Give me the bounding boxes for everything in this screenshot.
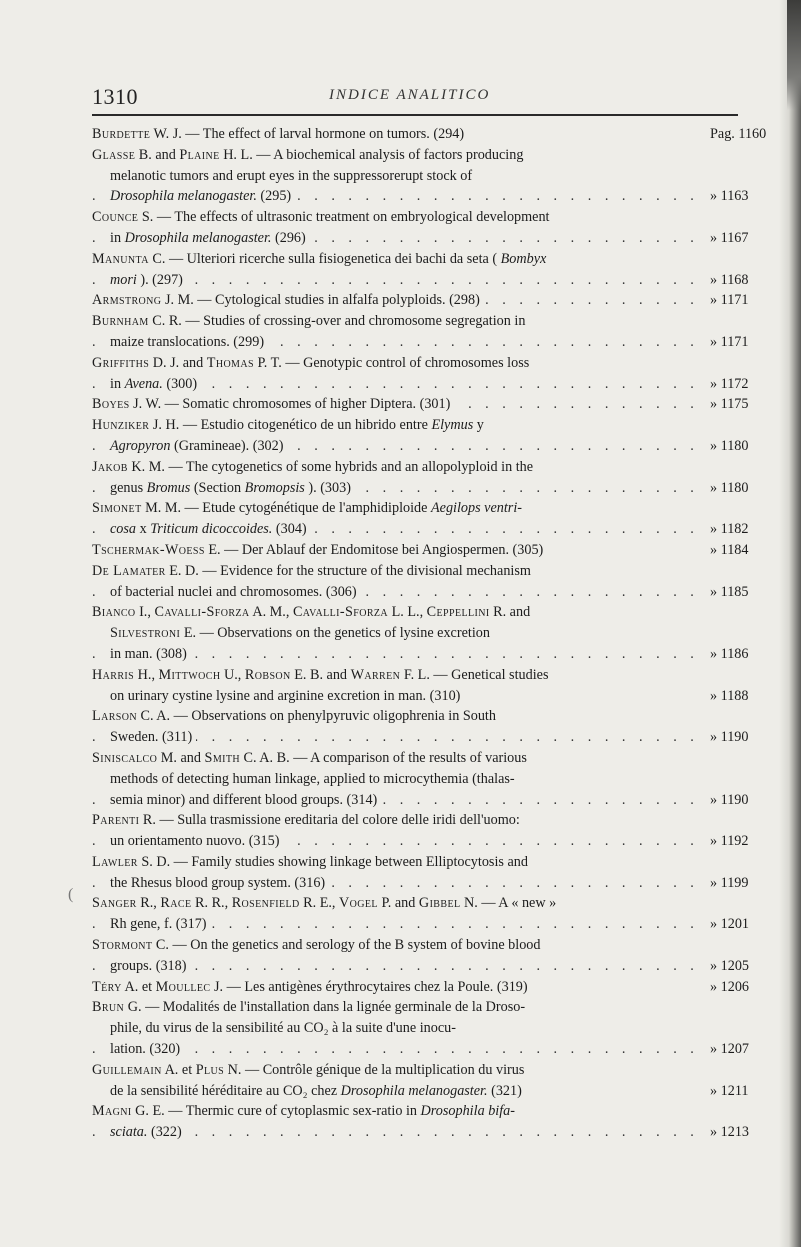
entry-text: genus [110,479,147,496]
entry-line [92,582,696,603]
entry-text: (322) [150,1124,182,1141]
page-reference: » 1205 [710,957,750,974]
entry-line [92,478,696,499]
entry-text: R. — Sulla trasmissione ereditaria del colore delle iridi dell'uomo: [142,812,520,829]
entry-text: (300) [166,375,198,392]
entry-text: C. A. B. — A comparison of the results of various [243,749,527,766]
author-name: Tschermak-Woess [92,541,205,558]
index-entry [92,1060,792,1102]
entry-line [92,228,696,249]
italic-term: sciata. [110,1124,148,1141]
entry-text: de la sensibilité héréditaire au CO₂ chez [110,1082,341,1099]
entry-line [92,873,696,894]
entry-text: U., [224,666,245,683]
author-name: Armstrong [92,292,162,309]
page-number: 1310 [92,84,138,109]
entry-text: un orientamento nuovo. (315) [110,833,280,850]
italic-term: Bromus [146,479,191,496]
running-title: INDICE ANALITICO [329,87,491,103]
italic-term: Agropyron [110,437,171,454]
entry-line [92,1122,696,1143]
entry-line [92,602,696,623]
author-name: Jakob [92,458,128,475]
author-name: Race [160,895,192,912]
entry-line [92,893,696,914]
entry-text: y [476,417,484,434]
entry-line [92,623,696,644]
index-entry [92,457,792,499]
page-reference: » 1211 [710,1082,749,1099]
entry-line [92,353,696,374]
author-name: Rosenfield [231,895,300,912]
author-name: Brun [92,999,125,1016]
entry-line [92,790,696,811]
italic-term: Elymus [431,417,474,434]
entry-line [92,270,696,291]
author-name: Cavalli-Sforza [154,604,250,621]
index-entry [92,810,792,852]
author-name: Warren [350,666,401,683]
index-entry [92,748,792,810]
entry-text: W. J. — The effect of larval hormone on tumors. (294) [153,126,465,142]
entry-text: ). (303) [308,479,351,496]
index-entry [92,706,792,748]
entry-line [92,166,696,187]
index-entry [92,561,792,603]
author-name: Guillemain [92,1061,162,1078]
entry-text: P. T. — Genotypic control of chromosomes loss [257,354,530,371]
author-name: Plaine [179,146,220,163]
page-reference: » 1201 [710,916,750,933]
author-name: Gibbel [418,895,461,912]
entry-text: J. H. — Estudio citogenético de un hibrido entre [152,417,432,434]
entry-line [92,956,696,977]
index-entry [92,353,792,395]
author-name: Manunta [92,250,149,267]
entry-line [92,727,696,748]
entry-text: (295) [260,188,292,205]
entry-text: (Section [193,479,245,496]
entry-text: D. J. and [152,354,207,371]
entry-text: R. R., [195,895,232,912]
italic-term: Avena. [124,375,163,392]
index-entry [92,394,792,415]
index-entry [92,1101,792,1143]
author-name: Boyes [92,396,130,413]
entry-text: semia minor) and different blood groups. (314) [110,791,378,808]
page-reference: » 1182 [710,521,749,538]
entry-text: C. A. — Observations on phenylpyruvic oligophrenia in South [140,708,496,725]
entry-line [92,457,696,478]
entry-text: B. and [138,146,180,163]
index-entry [92,935,792,977]
entry-line [92,290,696,311]
author-name: Griffiths [92,354,150,371]
entry-text: R. E., [303,895,340,912]
index-entry [92,498,792,540]
entry-text: in [110,229,125,246]
entry-text: A. M., [252,604,293,621]
entry-line [92,207,696,228]
entry-line [92,1060,696,1081]
entry-text: K. M. — The cytogenetics of some hybrids and an allopolyploid in the [131,458,534,475]
entry-line [92,977,696,998]
index-entry [92,893,792,935]
italic-term: Bromopsis [244,479,305,496]
entry-line [92,519,696,540]
entry-text: M. and [160,749,205,766]
entry-line [92,1039,696,1060]
author-name: De Lamater [92,562,166,579]
entry-text: F. L. — Genetical studies [403,666,549,683]
italic-term: cosa [110,521,137,538]
page-reference: » 1190 [710,729,749,746]
page-reference: » 1180 [710,437,749,454]
entry-text: E. D. — Evidence for the structure of the divisional mechanism [169,562,531,579]
entry-text: (321) [491,1082,522,1099]
entry-text: E. — Der Ablauf der Endomitose bei Angiospermen. (305) [208,541,544,558]
page-reference: » 1168 [710,271,749,288]
entry-text: lation. (320) [110,1041,181,1058]
author-name: Vogel [339,895,378,912]
entry-text: maize translocations. (299) [110,333,265,350]
author-name: Thomas [206,354,254,371]
index-entry [92,124,792,145]
entry-line [92,374,696,395]
page-reference: » 1186 [710,645,749,662]
entry-text: J. — Les antigènes érythrocytaires chez la Poule. (319) [214,978,528,995]
page-reference: » 1184 [710,541,749,558]
entry-line [92,665,696,686]
entry-text: N. — A « new » [464,895,557,912]
entry-text: C. R. — Studies of crossing-over and chromosome segregation in [152,313,526,330]
entry-line [92,769,696,790]
author-name: Moullec [155,978,211,995]
entry-line [92,748,696,769]
page-reference: » 1199 [710,874,749,891]
index-entry [92,852,792,894]
index-entry [92,311,792,353]
entry-text: (304) [275,521,307,538]
author-name: Magni [92,1103,132,1120]
italic-term: mori [110,271,137,288]
entry-text: L. L., [391,604,427,621]
entry-text: I., [139,604,155,621]
entry-text: E. — Observations on the genetics of lysine excretion [183,625,490,642]
entry-text: A. et [124,978,156,995]
entry-line [92,686,696,707]
italic-term: Drosophila bifa- [420,1103,516,1120]
author-name: Robson [244,666,291,683]
entry-line [92,186,696,207]
entry-line [92,561,696,582]
author-name: Ceppellini [426,604,490,621]
entry-line [92,415,696,436]
entry-line [92,145,696,166]
entry-line [92,124,696,145]
italic-term: Aegilops ventri- [430,500,522,517]
page-reference: Pag. 1160 [710,126,767,142]
entry-text: S. — The effects of ultrasonic treatment on embryological development [141,209,550,226]
page-reference: » 1185 [710,583,749,600]
entry-text: J. M. — Cytological studies in alfalfa polyploids. (298) [164,292,480,309]
index-entry [92,997,792,1059]
entry-text: A. et [164,1061,196,1078]
entry-text: M. M. — Etude cytogénétique de l'amphidiploide [145,500,431,517]
index-entry [92,145,792,207]
index-entry [92,415,792,457]
author-name: Burnham [92,313,149,330]
page-reference: » 1192 [710,833,749,850]
author-name: Lawler [92,853,138,870]
italic-term: Drosophila melanogaster. [110,188,257,205]
entry-line [92,831,696,852]
entry-line [92,311,696,332]
index-entry [92,602,792,664]
page-reference: » 1172 [710,375,749,392]
page-reference: » 1171 [710,292,749,309]
entry-text: G. E. — Thermic cure of cytoplasmic sex-ratio in [135,1103,421,1120]
entry-text: C. — Ulteriori ricerche sulla fisiogenetica dei bachi da seta ( [152,250,498,267]
index-entry [92,665,792,707]
entry-text: (Gramineae). (302) [173,437,284,454]
entry-text: J. W. — Somatic chromosomes of higher Diptera. (301) [133,396,451,413]
author-name: Stormont [92,937,153,954]
entry-text: (296) [275,229,306,246]
entry-line [92,914,696,935]
entry-text: x [139,521,151,538]
page-reference: » 1207 [710,1041,750,1058]
entry-line [92,332,696,353]
entry-line [92,810,696,831]
entry-line [92,706,696,727]
page-reference: » 1213 [710,1124,750,1141]
index-list [92,124,792,1143]
author-name: Larson [92,708,137,725]
header-rule [92,114,738,116]
italic-term: Bombyx [500,250,547,267]
page-reference: » 1188 [710,687,749,704]
entry-text: methods of detecting human linkage, applied to microcythemia (thalas- [110,770,515,787]
entry-text: the Rhesus blood group system. (316) [110,874,326,891]
page-reference: » 1206 [710,978,750,995]
entry-text: Sweden. (311) [110,729,193,746]
entry-text: R., [140,895,161,912]
entry-line [92,498,696,519]
author-name: Simonet [92,500,142,517]
author-name: Counce [92,209,139,226]
entry-line [92,540,696,561]
author-name: Plus [195,1061,225,1078]
page-reference: » 1175 [710,396,749,413]
italic-term: Drosophila melanogaster. [124,229,272,246]
index-entry [92,207,792,249]
entry-line [92,394,696,415]
entry-text: H. L. — A biochemical analysis of factors producing [223,146,524,163]
page-reference: » 1190 [710,791,749,808]
author-name: Burdette [92,126,151,142]
entry-line [92,997,696,1018]
entry-text: of bacterial nuclei and chromosomes. (306) [110,583,357,600]
index-entry [92,540,792,561]
italic-term: Triticum dicoccoides. [150,521,273,538]
page-reference: » 1171 [710,333,749,350]
index-entry [92,977,792,998]
author-name: Téry [92,978,122,995]
entry-text: P. and [381,895,419,912]
entry-line [92,249,696,270]
page-header [92,84,732,114]
entry-text: Rh gene, f. (317) [110,916,207,933]
author-name: Smith [204,749,240,766]
author-name: Mittwoch [158,666,221,683]
entry-text: groups. (318) [110,957,187,974]
author-name: Glasse [92,146,136,163]
entry-line [92,852,696,873]
entry-text: in [110,375,125,392]
entry-line [92,644,696,665]
entry-text: C. — On the genetics and serology of the B system of bovine blood [155,937,541,954]
author-name: Silvestroni [110,625,181,642]
author-name: Cavalli-Sforza [292,604,389,621]
entry-text: ). (297) [140,271,183,288]
entry-line [92,1081,696,1102]
entry-text: H., [137,666,159,683]
entry-line [92,935,696,956]
italic-term: Drosophila melanogaster. [340,1082,488,1099]
entry-line [92,1018,696,1039]
index-entry [92,249,792,291]
author-name: Bianco [92,604,136,621]
entry-text: G. — Modalités de l'installation dans la lignée germinale de la Droso- [127,999,526,1016]
entry-line [92,1101,696,1122]
author-name: Hunziker [92,417,150,434]
entry-text: melanotic tumors and erupt eyes in the suppressorerupt stock of [110,167,473,184]
author-name: Parenti [92,812,140,829]
entry-line [92,436,696,457]
entry-text: phile, du virus de la sensibilité au CO₂ à la suite d'une inocu- [110,1020,456,1037]
entry-text: R. and [493,604,531,621]
entry-text: on urinary cystine lysine and arginine excretion in man. (310) [110,687,461,704]
author-name: Siniscalco [92,749,158,766]
page-corner-shadow [787,0,801,110]
page-reference: » 1180 [710,479,749,496]
entry-text: E. B. and [294,666,351,683]
author-name: Sanger [92,895,137,912]
margin-pencil-mark: ( [68,886,74,903]
page-reference: » 1163 [710,188,749,205]
entry-text: N. — Contrôle génique de la multiplication du virus [227,1061,525,1078]
index-entry [92,290,792,311]
page-reference: » 1167 [710,229,749,246]
entry-text: S. D. — Family studies showing linkage between Elliptocytosis and [141,853,528,870]
author-name: Harris [92,666,135,683]
entry-text: in man. (308) [110,645,187,662]
